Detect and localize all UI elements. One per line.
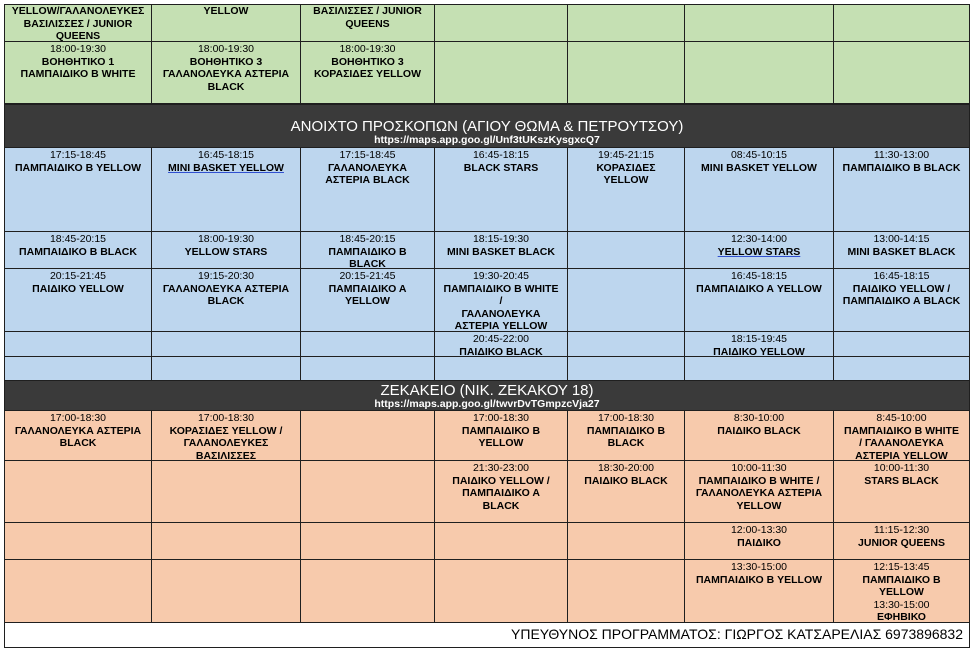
- schedule-cell: [151, 410, 301, 461]
- cell-activity: ΠΑΜΠΑΙΔΙΚΟ Β WHITE / ΓΑΛΑΝΟΛΕΥΚΑ ΑΣΤΕΡΙΑ YELLOW: [844, 424, 959, 461]
- schedule-cell: [833, 356, 970, 381]
- schedule-cell: [151, 41, 301, 104]
- cell-activity: ΓΑΛΑΝΟΛΕΥΚΑ ΑΣΤΕΡΙΑ BLACK: [162, 282, 290, 307]
- cell-activity: ΠΑΜΠΑΙΔΙΚΟ Β BLACK: [586, 424, 666, 449]
- schedule-cell: [434, 522, 568, 560]
- section-title: ΖΕΚΑΚΕΙΟ (ΝΙΚ. ΖΕΚΑΚΟΥ 18): [380, 382, 594, 399]
- schedule-cell: [684, 147, 834, 232]
- schedule-cell: [300, 147, 435, 232]
- schedule-cell: [684, 460, 834, 523]
- schedule-cell: [434, 231, 568, 269]
- section-header-zekakeio: [4, 380, 970, 411]
- schedule-cell: [567, 268, 685, 332]
- cell-activity: ΠΑΙΔΙΚΟ BLACK: [717, 424, 801, 437]
- schedule-cell: [567, 460, 685, 523]
- cell-time: 11:15-12:30: [873, 524, 930, 536]
- cell-time: 17:15-18:45: [49, 149, 107, 161]
- cell-time: 17:00-18:30: [597, 412, 655, 424]
- schedule-cell: [434, 4, 568, 42]
- schedule-cell: [300, 559, 435, 623]
- cell-activity: ΒΑΣΙΛΙΣΣΕΣ / JUNIOR QUEENS: [313, 5, 422, 30]
- cell-activity: MINI BASKET BLACK: [847, 245, 956, 258]
- schedule-cell: [4, 231, 152, 269]
- cell-time: 18:45-20:15: [49, 233, 107, 245]
- schedule-cell: [151, 356, 301, 381]
- schedule-cell: [151, 331, 301, 357]
- schedule-cell: [684, 331, 834, 357]
- schedule-cell: [300, 460, 435, 523]
- schedule-cell: [4, 356, 152, 381]
- schedule-cell: [300, 522, 435, 560]
- schedule-cell: [4, 460, 152, 523]
- cell-time: 18:00-19:30: [339, 43, 396, 55]
- schedule-cell: [151, 268, 301, 332]
- cell-activity: ΠΑΜΠΑΙΔΙΚΟ Β YELLOW: [461, 424, 541, 449]
- schedule-cell: [4, 268, 152, 332]
- section-map-link[interactable]: https://maps.app.goo.gl/twvrDvTGmpzcVja27: [374, 398, 600, 410]
- schedule-cell: [151, 559, 301, 623]
- cell-time: 10:00-11:30: [873, 462, 930, 474]
- cell-activity: ΠΑΜΠΑΙΔΙΚΟ Β BLACK: [842, 161, 961, 174]
- cell-activity: ΚΟΡΑΣΙΔΕΣ YELLOW / ΓΑΛΑΝΟΛΕΥΚΕΣ ΒΑΣΙΛΙΣΣΕΣ: [169, 424, 283, 461]
- schedule-cell: [300, 331, 435, 357]
- schedule-cell: [300, 268, 435, 332]
- cell-time: 16:45-18:15: [873, 270, 930, 282]
- schedule-cell: [567, 522, 685, 560]
- cell-activity: ΒΟΗΘΗΤΙΚΟ 3 ΓΑΛΑΝΟΛΕΥΚΑ ΑΣΤΕΡΙΑ BLACK: [162, 55, 290, 93]
- cell-time: 18:45-20:15: [339, 233, 396, 245]
- cell-time: 12:00-13:30: [730, 524, 788, 536]
- schedule-cell: [567, 410, 685, 461]
- cell-time: 16:45-18:15: [472, 149, 530, 161]
- cell-time: 8:30-10:00: [733, 412, 785, 424]
- schedule-cell: [4, 410, 152, 461]
- cell-activity: ΠΑΜΠΑΙΔΙΚΟ Β YELLOW: [695, 573, 823, 586]
- cell-time: 19:45-21:15: [597, 149, 655, 161]
- cell-activity: ΚΟΡΑΣΙΔΕΣ YELLOW: [596, 161, 656, 186]
- cell-activity: ΠΑΜΠΑΙΔΙΚΟ Α YELLOW: [696, 282, 822, 295]
- cell-time: 13:30-15:00: [873, 598, 930, 611]
- schedule-cell: [300, 41, 435, 104]
- cell-time: 18:30-20:00: [597, 462, 655, 474]
- schedule-cell: [684, 231, 834, 269]
- cell-time: 17:15-18:45: [339, 149, 396, 161]
- cell-activity: ΒΟΗΘΗΤΙΚΟ 1 ΠΑΜΠΑΙΔΙΚΟ Β WHITE: [20, 55, 136, 80]
- cell-activity: ΠΑΙΔΙΚΟ YELLOW: [713, 345, 805, 357]
- schedule-cell: [151, 522, 301, 560]
- schedule-cell: [833, 460, 970, 523]
- schedule-cell: [151, 231, 301, 269]
- cell-time: 20:45-22:00: [472, 333, 530, 345]
- section-header-proskopon: [4, 104, 970, 148]
- cell-activity: ΠΑΜΠΑΙΔΙΚΟ Β YELLOW: [14, 161, 142, 174]
- schedule-cell: [434, 331, 568, 357]
- schedule-cell: [4, 41, 152, 104]
- schedule-cell: [567, 559, 685, 623]
- schedule-cell: [833, 231, 970, 269]
- schedule-cell: [4, 331, 152, 357]
- schedule-cell: [833, 4, 970, 42]
- cell-activity: ΠΑΜΠΑΙΔΙΚΟ Α YELLOW: [328, 282, 407, 307]
- schedule-cell: [833, 147, 970, 232]
- schedule-cell: [434, 410, 568, 461]
- schedule-cell: [833, 522, 970, 560]
- cell-activity: ΠΑΜΠΑΙΔΙΚΟ Β BLACK: [328, 245, 407, 269]
- schedule-cell: [567, 4, 685, 42]
- schedule-cell: [4, 522, 152, 560]
- schedule-cell: [300, 356, 435, 381]
- schedule-cell: [567, 231, 685, 269]
- cell-time: 17:00-18:30: [472, 412, 530, 424]
- cell-time: 20:15-21:45: [49, 270, 107, 282]
- cell-activity: ΠΑΙΔΙΚΟ BLACK: [459, 345, 543, 357]
- schedule-cell: [4, 147, 152, 232]
- schedule-cell: [567, 331, 685, 357]
- cell-activity: JUNIOR QUEENS: [858, 536, 945, 549]
- schedule-cell: [151, 147, 301, 232]
- schedule-cell: [567, 147, 685, 232]
- cell-activity: MINI BASKET YELLOW: [168, 161, 284, 174]
- cell-time: 13:30-15:00: [730, 561, 788, 573]
- cell-activity: ΓΑΛΑΝΟΛΕΥΚΑ ΑΣΤΕΡΙΑ BLACK: [14, 424, 142, 449]
- cell-time: 10:00-11:30: [731, 462, 787, 474]
- schedule-cell: [434, 559, 568, 623]
- cell-time: 13:00-14:15: [873, 233, 930, 245]
- schedule-cell: [833, 41, 970, 104]
- schedule-cell: [434, 268, 568, 332]
- schedule-cell: [833, 410, 970, 461]
- cell-time: 17:00-18:30: [197, 412, 255, 424]
- cell-time: 20:15-21:45: [339, 270, 396, 282]
- cell-activity: ΠΑΙΔΙΚΟ YELLOW / ΠΑΜΠΑΙΔΙΚΟ Α BLACK: [842, 282, 961, 307]
- schedule-cell: [300, 4, 435, 42]
- schedule-cell: [684, 356, 834, 381]
- section-map-link[interactable]: https://maps.app.goo.gl/Unf3tUKszKysgxcQ7: [374, 134, 600, 146]
- cell-activity: BLACK STARS: [463, 161, 539, 174]
- cell-activity: MINI BASKET YELLOW: [701, 161, 817, 174]
- cell-activity: ΠΑΙΔΙΚΟ: [737, 536, 781, 549]
- cell-time: 08:45-10:15: [730, 149, 788, 161]
- schedule-cell: [151, 4, 301, 42]
- cell-activity: MINI BASKET BLACK: [447, 245, 555, 258]
- cell-activity: ΒΟΗΘΗΤΙΚΟ 3 ΚΟΡΑΣΙΔΕΣ YELLOW: [314, 55, 421, 80]
- schedule-cell: [684, 410, 834, 461]
- cell-time: 16:45-18:15: [197, 149, 255, 161]
- cell-time: 18:15-19:45: [730, 333, 788, 345]
- cell-activity: ΠΑΙΔΙΚΟ YELLOW / ΠΑΜΠΑΙΔΙΚΟ Α BLACK: [452, 474, 550, 512]
- cell-activity: STARS BLACK: [864, 474, 939, 487]
- schedule-cell: [833, 559, 970, 623]
- schedule-cell: [833, 268, 970, 332]
- schedule-cell: [151, 460, 301, 523]
- schedule-cell: [684, 4, 834, 42]
- cell-activity: YELLOW STARS: [184, 245, 268, 258]
- cell-time: 17:00-18:30: [49, 412, 107, 424]
- cell-time: 11:30-13:00: [873, 149, 930, 161]
- cell-time: 18:00-19:30: [49, 43, 107, 55]
- cell-activity: ΠΑΙΔΙΚΟ BLACK: [584, 474, 668, 487]
- schedule-cell: [434, 147, 568, 232]
- cell-activity: ΠΑΜΠΑΙΔΙΚΟ Β BLACK: [19, 245, 137, 258]
- schedule-cell: [300, 231, 435, 269]
- cell-activity: ΠΑΜΠΑΙΔΙΚΟ Β WHITE / ΓΑΛΑΝΟΛΕΥΚΑ ΑΣΤΕΡΙΑ YELLOW: [695, 474, 823, 512]
- cell-activity: YELLOW/ΓΑΛΑΝΟΛΕΥΚΕΣ ΒΑΣΙΛΙΣΣΕΣ / JUNIOR QUEENS: [11, 5, 145, 42]
- cell-activity: ΓΑΛΑΝΟΛΕΥΚΑ ΑΣΤΕΡΙΑ BLACK: [325, 161, 410, 186]
- cell-activity: YELLOW STARS: [717, 245, 801, 258]
- cell-time: 8:45-10:00: [876, 412, 927, 424]
- schedule-cell: [684, 41, 834, 104]
- cell-activity: ΠΑΜΠΑΙΔΙΚΟ Β YELLOW: [862, 573, 941, 598]
- cell-time: 12:30-14:00: [730, 233, 788, 245]
- program-manager-footer: ΥΠΕΥΘΥΝΟΣ ΠΡΟΓΡΑΜΜΑΤΟΣ: ΓΙΩΡΓΟΣ ΚΑΤΣΑΡΕΛΙΑΣ 6973896832: [4, 622, 970, 648]
- cell-time: 16:45-18:15: [730, 270, 788, 282]
- schedule-cell: [567, 41, 685, 104]
- cell-time: 18:00-19:30: [197, 233, 255, 245]
- cell-activity: ΠΑΜΠΑΙΔΙΚΟ Β WHITE / ΓΑΛΑΝΟΛΕΥΚΑ ΑΣΤΕΡΙΑ YELLOW: [443, 282, 559, 332]
- cell-time: 18:15-19:30: [472, 233, 530, 245]
- cell-time: 18:00-19:30: [197, 43, 255, 55]
- schedule-cell: [833, 331, 970, 357]
- cell-time: 21:30-23:00: [472, 462, 530, 474]
- schedule-cell: [434, 356, 568, 381]
- cell-time: 19:30-20:45: [472, 270, 530, 282]
- schedule-cell: [684, 522, 834, 560]
- cell-time: 19:15-20:30: [197, 270, 255, 282]
- cell-activity: ΠΑΙΔΙΚΟ YELLOW: [32, 282, 124, 295]
- schedule-cell: [684, 559, 834, 623]
- cell-activity: YELLOW: [203, 5, 249, 17]
- schedule-cell: [4, 559, 152, 623]
- section-title: ΑΝΟΙΧΤΟ ΠΡΟΣΚΟΠΩΝ (ΑΓΙΟΥ ΘΩΜΑ & ΠΕΤΡΟΥΤΣΟΥ): [290, 118, 684, 135]
- schedule-cell: [300, 410, 435, 461]
- schedule-cell: [684, 268, 834, 332]
- schedule-cell: [434, 460, 568, 523]
- schedule-cell: [434, 41, 568, 104]
- schedule-cell: [567, 356, 685, 381]
- cell-time: 12:15-13:45: [873, 561, 930, 573]
- cell-activity: ΕΦΗΒΙΚΟ: [877, 611, 926, 623]
- schedule-cell: [4, 4, 152, 42]
